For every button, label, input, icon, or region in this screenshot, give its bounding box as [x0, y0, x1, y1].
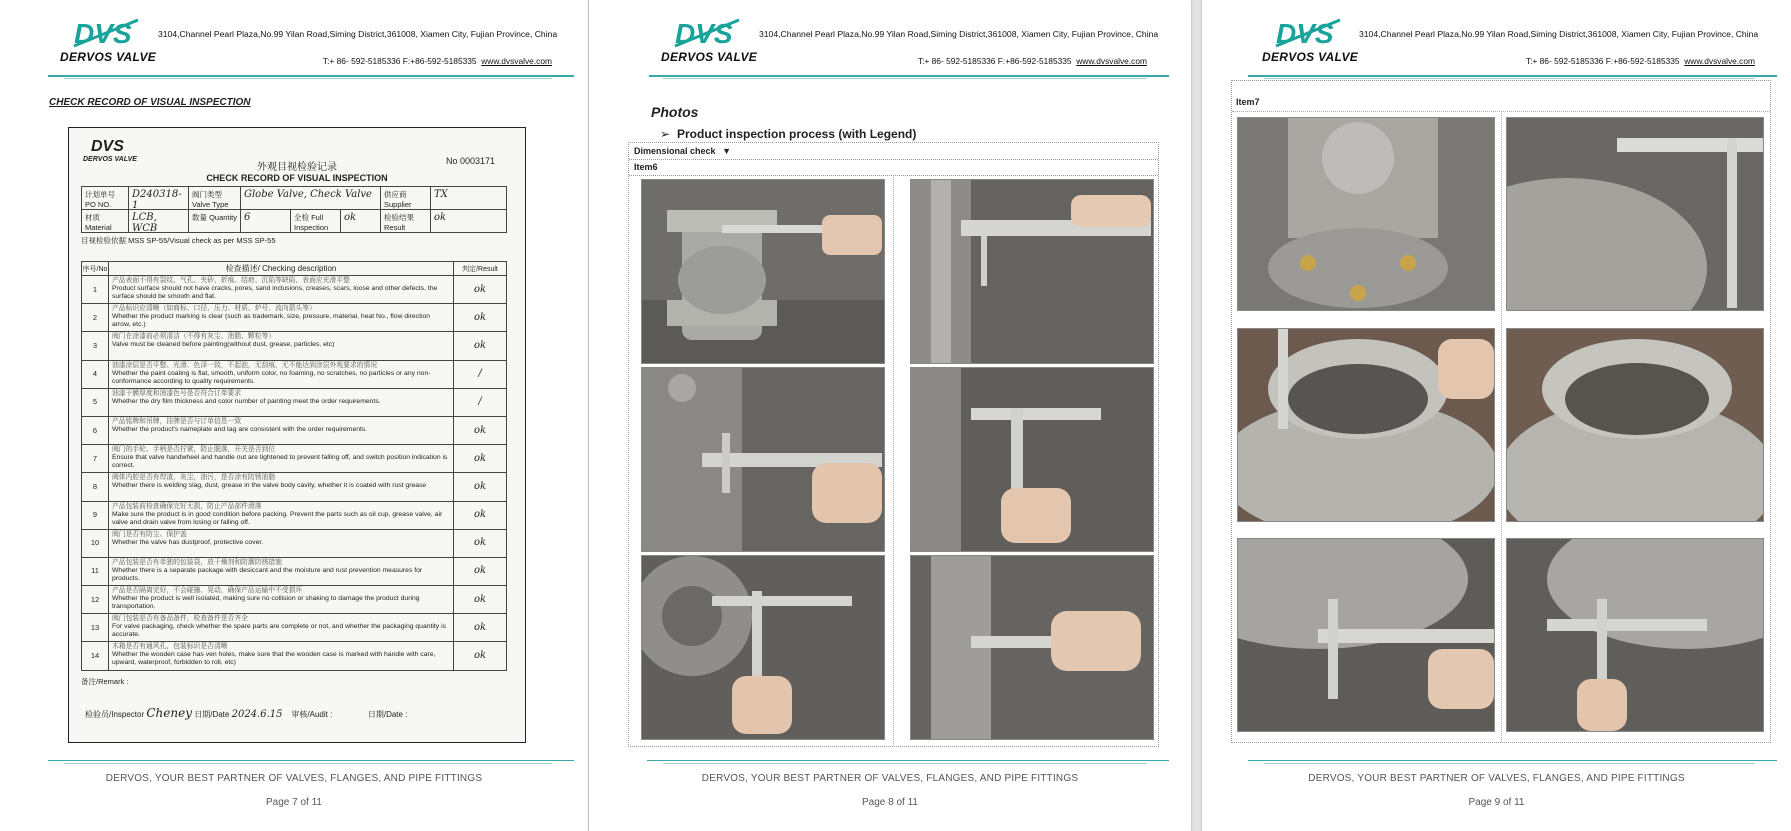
photo-flange-measure-icon — [911, 180, 1153, 363]
photos-heading: Photos — [651, 104, 699, 120]
company-contact — [1526, 56, 1755, 66]
bullet-arrow-icon: ➢ — [660, 127, 671, 141]
item-no: 11 — [81, 558, 109, 585]
checklist-row — [81, 558, 507, 586]
footer-rule — [1248, 760, 1777, 761]
phone-fax: T:+ 86- 592-5185336 F:+86-592-5185335 — [322, 56, 477, 66]
item-result: ok — [453, 304, 507, 331]
column-divider — [1501, 111, 1503, 742]
header-rule — [48, 75, 574, 77]
item-desc — [109, 558, 453, 585]
inspection-basis: 目视检验依据 MSS SP-55/Visual check as per MSS SP-55 — [81, 236, 276, 245]
item-desc-en: Whether there is a separate package with desiccant and the moisture and rust prevention measures for products. — [112, 566, 423, 582]
section-title: CHECK RECORD OF VISUAL INSPECTION — [49, 97, 251, 108]
footer-rule — [647, 760, 1169, 761]
item-desc-en: Whether the wooden case has ven holes, make sure that the wooden case is marked with handle with care, upward, waterproof, forbidden to roll, etc) — [112, 651, 436, 667]
item-desc-en: For valve packaging, check whether the spare parts are complete or not, and whether the packaging quantity is accurate. — [112, 623, 446, 639]
item-desc — [109, 332, 453, 359]
item-result: ok — [453, 417, 507, 444]
photo-body-measure-icon — [1507, 118, 1763, 310]
photo-caliper-2 — [910, 179, 1154, 364]
qty-value: 6 — [241, 210, 291, 232]
page-header — [589, 0, 1191, 82]
brand-name: DERVOS VALVE — [661, 50, 758, 64]
item-desc — [109, 361, 453, 388]
checklist-row — [81, 502, 507, 530]
remark-label: 备注/Remark : — [81, 677, 129, 686]
page-number: Page 8 of 11 — [862, 797, 918, 808]
document-page-8 — [589, 0, 1191, 831]
header-rule-thin — [663, 78, 1147, 79]
header-rule — [1248, 75, 1777, 77]
dvs-logo-icon — [68, 18, 152, 48]
col-result: 判定/Result — [453, 262, 507, 275]
full-label: 全检 Full Inspection — [291, 210, 341, 232]
item-desc-cn: 产品是否隔离完好，不会碰撞、晃动，确保产品运输中不受损坏 — [112, 587, 303, 595]
dimensional-check-label — [629, 143, 1158, 160]
item-label: Item6 — [629, 159, 1158, 176]
photo-item7-5 — [1237, 538, 1495, 732]
photo-caliper-3 — [641, 367, 885, 552]
item-no: 9 — [81, 502, 109, 529]
result-label: 检验结果 Result — [381, 210, 431, 232]
date-label: 日期/Date — [194, 710, 230, 719]
item-no: 10 — [81, 530, 109, 557]
photo-caliper-1 — [641, 179, 885, 364]
item-desc-cn: 阀体内腔是否有焊渣，灰尘，油污，是否涂有防锈油脂 — [112, 474, 276, 482]
item-desc — [109, 276, 453, 303]
material-label: 材质 Material — [81, 210, 129, 232]
item-desc — [109, 642, 453, 669]
company-logo — [60, 18, 156, 66]
item-desc-en: Make sure the product is in good condition before packing. Prevent the parts such as oil cup, grease valve, air valve and drain valve from losing or falling off. — [112, 510, 443, 526]
item-desc-en: Whether the product marking is clear (such as trademark, size, pressure, material, heat No., flow direction arrow, etc.) — [112, 313, 431, 329]
brand-name: DERVOS VALVE — [1262, 50, 1359, 64]
checklist-header — [81, 261, 507, 276]
footer-tagline: DERVOS, YOUR BEST PARTNER OF VALVES, FLANGES, AND PIPE FITTINGS — [1308, 773, 1685, 784]
item-no: 7 — [81, 445, 109, 472]
item-no: 12 — [81, 586, 109, 613]
company-logo — [1262, 18, 1358, 66]
footer-rule-thin — [64, 763, 552, 764]
photo-item7-6 — [1506, 538, 1764, 732]
qty-label: 数量 Quantity — [189, 210, 241, 232]
result-value: ok — [431, 210, 507, 232]
item-desc — [109, 389, 453, 416]
item-desc-cn: 产品包装是否有单独的包装袋，放干燥剂和防潮防锈措施 — [112, 558, 282, 566]
photo-bore-depth-icon — [1238, 329, 1494, 521]
item-desc-cn: 阀门的手轮、手柄是否拧紧，防止脱落，开关是否到位 — [112, 446, 276, 454]
item-result: ok — [453, 642, 507, 669]
item-desc-cn: 产品包装前检查确保完好无损，防止产品部件滑落 — [112, 502, 262, 510]
scan-title-en: CHECK RECORD OF VISUAL INSPECTION — [206, 173, 388, 183]
checklist-row — [81, 304, 507, 332]
scan-logo-sub: DERVOS VALVE — [83, 156, 137, 163]
checklist-row — [81, 389, 507, 417]
company-address: 3104,Channel Pearl Plaza,No.99 Yilan Road,Siming District,361008, Xiamen City, Fujian Province, China — [1359, 29, 1759, 39]
item-desc-cn: 阀门在涂漆前必须清洁（不得有灰尘、油脂、颗粒等） — [112, 333, 276, 341]
page-number: Page 9 of 11 — [1468, 797, 1525, 808]
footer-tagline: DERVOS, YOUR BEST PARTNER OF VALVES, FLANGES, AND PIPE FITTINGS — [701, 773, 1079, 784]
item-desc-cn: 产品表面不得有裂纹、气孔、夹砂、折痕、结疤、沉陷等缺陷，表面应光滑平整 — [112, 277, 350, 284]
date-value: 2024.6.15 — [231, 709, 283, 720]
photo-item7-1 — [1237, 117, 1495, 311]
photo-table — [1231, 80, 1771, 743]
page-number: Page 7 of 11 — [266, 797, 322, 808]
photo-item7-4 — [1506, 328, 1764, 522]
item-desc-en: Whether the paint coating is flat, smooth, uniform color, no foaming, no scratches, no particles or any non-conformance according to quality requirements. — [112, 369, 431, 385]
item-desc-en: Whether the valve has dustproof, protective cover. — [112, 538, 264, 546]
item-desc — [109, 530, 453, 557]
photo-table — [628, 142, 1159, 747]
website-link[interactable]: www.dvsvalve.com — [1684, 56, 1755, 66]
photo-depth-measure-icon — [911, 368, 1153, 551]
photo-depth-gauge-icon — [1507, 539, 1763, 731]
photo-item7-3 — [1237, 328, 1495, 522]
header-rule-thin — [64, 78, 552, 79]
photo-caliper-6 — [910, 555, 1154, 740]
item-desc-en: Product surface should not have cracks, pores, sand inclusions, creases, scars, loose and other defects, the surface should be smooth and flat. — [112, 285, 438, 300]
company-logo — [661, 18, 757, 66]
item-result: ok — [453, 614, 507, 641]
footer-rule-thin — [663, 763, 1147, 764]
signature-line — [85, 706, 407, 720]
full-value: ok — [341, 210, 381, 232]
item-result: ok — [453, 473, 507, 500]
footer-rule-thin — [1264, 763, 1755, 764]
audit-label: 审核/Audit : — [291, 710, 333, 719]
item-result: ok — [453, 332, 507, 359]
item-result: ok — [453, 502, 507, 529]
item-desc-cn: 木箱是否有通风孔，包装标识是否清晰 — [112, 643, 228, 651]
item-desc — [109, 614, 453, 641]
item-no: 13 — [81, 614, 109, 641]
svg-text:DVS: DVS — [1276, 18, 1334, 48]
item-no: 14 — [81, 642, 109, 669]
page-header — [0, 0, 588, 82]
company-contact — [918, 56, 1147, 66]
footer-tagline: DERVOS, YOUR BEST PARTNER OF VALVES, FLANGES, AND PIPE FITTINGS — [105, 773, 483, 784]
svg-text:DVS: DVS — [74, 18, 132, 48]
header-rule-thin — [1264, 78, 1755, 79]
item-no: 1 — [81, 276, 109, 303]
item-desc-cn: 产品铭牌和吊牌，挂牌是否与订单信息一致 — [112, 417, 242, 425]
scan-title-cn: 外观目视检验记录 — [257, 162, 337, 173]
photo-valve-bonnet-icon — [1238, 118, 1494, 310]
item-no: 4 — [81, 361, 109, 388]
page-header — [1202, 0, 1791, 82]
supplier-value: TX — [431, 187, 507, 209]
type-label: 阀门类型 Valve Type — [189, 187, 241, 209]
item-no: 6 — [81, 417, 109, 444]
item-label: Item7 — [1236, 97, 1260, 107]
col-no: 序号/No — [81, 262, 109, 275]
item-result: ok — [453, 276, 507, 303]
photo-bore-view-icon — [1507, 329, 1763, 521]
item-result: ok — [453, 586, 507, 613]
website-link[interactable]: www.dvsvalve.com — [1076, 56, 1147, 66]
section-label: Dimensional check — [634, 146, 716, 156]
item-desc — [109, 417, 453, 444]
photo-outer-diameter-icon — [1238, 539, 1494, 731]
svg-text:DVS: DVS — [675, 18, 733, 48]
inspector-signature: Cheney — [146, 706, 192, 720]
item-no: 2 — [81, 304, 109, 331]
checklist-row — [81, 530, 507, 558]
company-address: 3104,Channel Pearl Plaza,No.99 Yilan Road,Siming District,361008, Xiamen City, Fujian Province, China — [158, 29, 558, 39]
item-desc-cn: 阀门是否有防尘、保护盖 — [112, 530, 187, 538]
photo-caliper-4 — [910, 367, 1154, 552]
item-desc-en: Whether the product is well isolated, making sure no collision or shaking to damage the product during transportation. — [112, 595, 420, 611]
item-desc-en: Ensure that valve handwheel and handle nut are tightened to prevent falling off, and switch position indication is correct. — [112, 454, 448, 470]
item-result: ok — [453, 530, 507, 557]
item-desc-en: Whether the dry film thickness and color number of painting meet the order requirements. — [112, 397, 381, 405]
item-no: 5 — [81, 389, 109, 416]
col-desc: 检查描述/ Checking description — [225, 264, 337, 273]
po-value: D240318-1 — [129, 187, 189, 209]
item-no: 3 — [81, 332, 109, 359]
item-result: ok — [453, 558, 507, 585]
item-result: / — [453, 361, 507, 388]
type-value: Globe Valve, Check Valve — [241, 187, 381, 209]
photo-caliper-5 — [641, 555, 885, 740]
inspection-record-scan — [68, 127, 526, 743]
item-desc — [109, 304, 453, 331]
checklist-table — [81, 261, 507, 671]
photo-flange-thickness-icon — [642, 556, 884, 739]
item-desc-cn: 阀门包装是否有备品备件，检查备件是否齐全 — [112, 615, 248, 623]
item-desc-en: Valve must be cleaned before painting(without dust, grease, particles, etc) — [112, 341, 335, 349]
scan-info-grid — [81, 186, 507, 248]
item-no: 8 — [81, 473, 109, 500]
item-desc-en: Whether there is welding slag, dust, grease in the valve body cavity, whether it is coated with rust grease — [112, 482, 427, 490]
supplier-label: 供应商 Supplier — [381, 187, 431, 209]
photo-item7-2 — [1506, 117, 1764, 311]
footer-rule — [48, 760, 574, 761]
scan-logo: DVS — [91, 138, 124, 155]
item-desc-cn: 产品标识应清晰（如商标、口径、压力、材质、炉号、流向箭头等） — [112, 305, 316, 313]
item-result: ok — [453, 445, 507, 472]
phone-fax: T:+ 86- 592-5185336 F:+86-592-5185335 — [917, 56, 1072, 66]
photo-flange-face-icon — [911, 556, 1153, 739]
date2-label: 日期/Date : — [367, 710, 408, 719]
photo-bore-measure-icon — [642, 368, 884, 551]
checklist-row — [81, 361, 507, 389]
phone-fax: T:+ 86- 592-5185336 F:+86-592-5185335 — [1525, 56, 1680, 66]
company-contact — [323, 56, 552, 66]
checklist-row — [81, 276, 507, 304]
triangle-down-icon[interactable]: ▼ — [722, 146, 731, 156]
document-page-7 — [0, 0, 588, 831]
inspector-label: 检验员/Inspector — [85, 710, 145, 719]
checklist-row — [81, 417, 507, 445]
checklist-row — [81, 586, 507, 614]
checklist-row — [81, 473, 507, 501]
process-subheading: Product inspection process (with Legend) — [677, 127, 917, 141]
dvs-logo-icon — [1270, 18, 1354, 48]
document-page-9 — [1202, 0, 1791, 831]
checklist-row — [81, 332, 507, 360]
item-desc — [109, 502, 453, 529]
material-value: LCB, WCB — [129, 210, 189, 232]
company-address: 3104,Channel Pearl Plaza,No.99 Yilan Road,Siming District,361008, Xiamen City, Fujian Province, China — [759, 29, 1159, 39]
website-link[interactable]: www.dvsvalve.com — [481, 56, 552, 66]
item-desc — [109, 473, 453, 500]
photo-valve-measure-icon — [642, 180, 884, 363]
checklist-row — [81, 642, 507, 670]
item-desc — [109, 586, 453, 613]
header-rule — [649, 75, 1169, 77]
checklist-row — [81, 445, 507, 473]
po-label: 计划单号 PO NO. — [81, 187, 129, 209]
item-desc-cn: 油漆干膜厚度和油漆色号是否符合订单要求 — [112, 389, 242, 397]
item-result: / — [453, 389, 507, 416]
item-desc — [109, 445, 453, 472]
item-desc-cn: 油漆涂层是否平整、光滑、色泽一致，不起泡，无刮痕，无不能达到涂层外观要求的情况 — [112, 361, 378, 369]
dvs-logo-icon — [669, 18, 753, 48]
checklist-row — [81, 614, 507, 642]
brand-name: DERVOS VALVE — [60, 50, 157, 64]
column-divider — [893, 175, 895, 746]
scan-doc-number: No 0003171 — [445, 156, 495, 166]
item-desc-en: Whether the product's nameplate and tag are consistent with the order requirements. — [112, 425, 368, 433]
